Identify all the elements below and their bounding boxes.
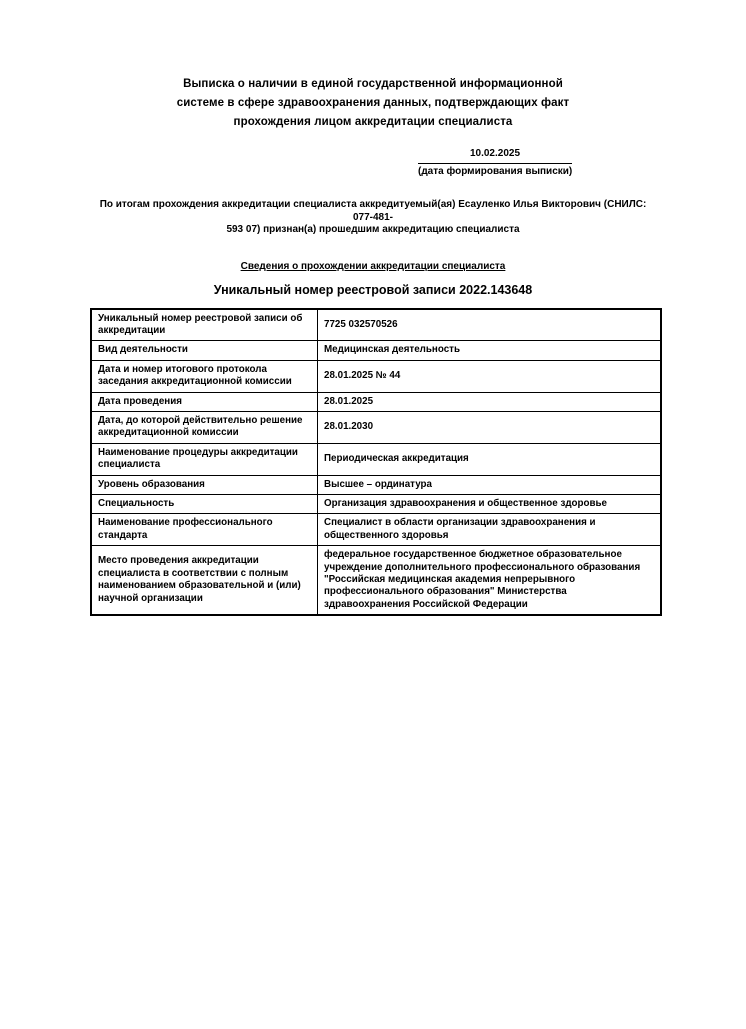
extract-date-caption: (дата формирования выписки): [418, 165, 573, 177]
title-line-1: Выписка о наличии в единой государственной информационной: [183, 78, 563, 90]
accreditation-table: [90, 308, 662, 617]
row-value: 28.01.2025 № 44: [318, 360, 662, 392]
table-row: [91, 475, 661, 494]
table-row: [91, 392, 661, 411]
table-row: [91, 309, 661, 341]
row-value: 28.01.2030: [318, 411, 662, 443]
row-label: Дата, до которой действительно решение аккредитационной комиссии: [91, 411, 318, 443]
section-heading: Сведения о прохождении аккредитации специалиста: [240, 260, 506, 272]
row-label: Уровень образования: [91, 475, 318, 494]
row-label: Вид деятельности: [91, 341, 318, 360]
document-content: [90, 75, 656, 616]
title-line-3: прохождения лицом аккредитации специалиста: [233, 116, 513, 128]
table-row: [91, 514, 661, 546]
row-label: Наименование профессионального стандарта: [91, 514, 318, 546]
intro-line-2: 593 07) признан(а) прошедшим аккредитацию специалиста: [226, 224, 520, 235]
row-value: 7725 032570526: [318, 309, 662, 341]
row-value: Периодическая аккредитация: [318, 443, 662, 475]
row-label: Уникальный номер реестровой записи об аккредитации: [91, 309, 318, 341]
intro-paragraph: [90, 199, 656, 237]
table-row: [91, 411, 661, 443]
row-value: федеральное государственное бюджетное образовательное учреждение дополнительного профессионального образования "Российская медицинская академия непрерывного профессионального образования" Министерства здравоохранения Российской Федерации: [318, 546, 662, 616]
row-value: Организация здравоохранения и общественное здоровье: [318, 494, 662, 513]
row-label: Место проведения аккредитации специалиста в соответствии с полным наименованием образовательной и (или) научной организации: [91, 546, 318, 616]
intro-line-1: По итогам прохождения аккредитации специалиста аккредитуемый(ая) Есауленко Илья Викторович (СНИЛС: 077-481-: [99, 199, 647, 223]
title-line-2: системе в сфере здравоохранения данных, подтверждающих факт: [176, 97, 570, 109]
extract-date-block: [418, 148, 572, 178]
registry-number-heading: Уникальный номер реестровой записи 2022.143648: [213, 282, 533, 297]
extract-date-value: 10.02.2025: [418, 148, 572, 164]
row-value: 28.01.2025: [318, 392, 662, 411]
row-label: Дата проведения: [91, 392, 318, 411]
row-label: Специальность: [91, 494, 318, 513]
row-value: Специалист в области организации здравоохранения и общественного здоровья: [318, 514, 662, 546]
table-row: [91, 360, 661, 392]
row-value: Высшее – ординатура: [318, 475, 662, 494]
row-label: Дата и номер итогового протокола заседания аккредитационной комиссии: [91, 360, 318, 392]
table-row: [91, 494, 661, 513]
row-value: Медицинская деятельность: [318, 341, 662, 360]
row-label: Наименование процедуры аккредитации специалиста: [91, 443, 318, 475]
table-row: [91, 546, 661, 616]
table-row: [91, 341, 661, 360]
table-row: [91, 443, 661, 475]
document-title: [90, 75, 656, 132]
